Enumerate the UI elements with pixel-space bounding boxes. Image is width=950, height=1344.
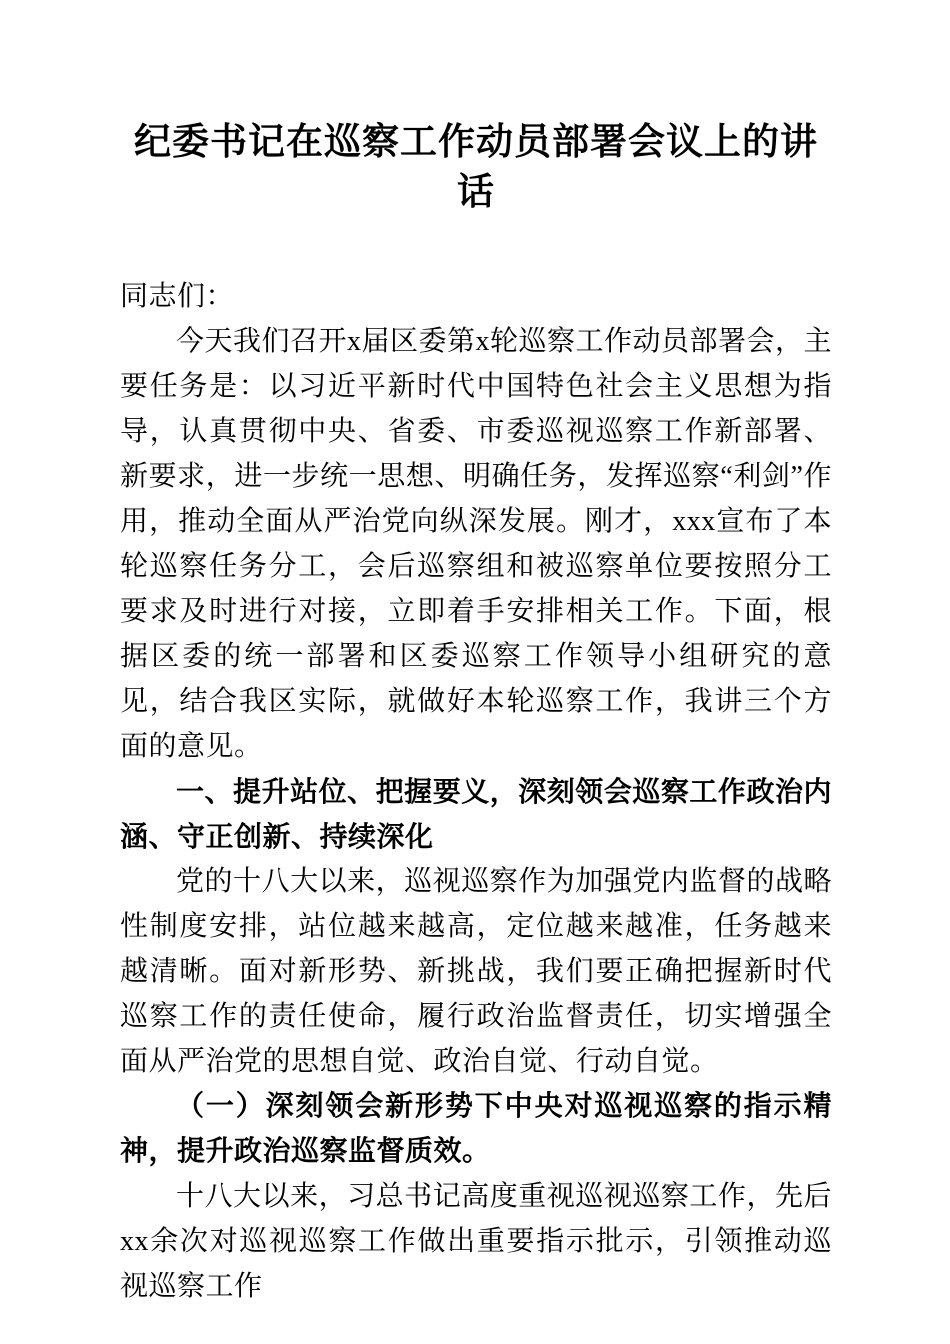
paragraph: 党的十八大以来，巡视巡察作为加强党内监督的战略性制度安排，站位越来越高，定位越来越准，任务越来越清晰。面对新形势、新挑战，我们要正确把握新时代巡察工作的责任使命，履行政治监督责任，切实增强全面从严治党的思想自觉、政治自觉、行动自觉。 bbox=[120, 865, 832, 1077]
paragraph: 十八大以来，习总书记高度重视巡视巡察工作，先后xx余次对巡视巡察工作做出重要指示批示，引领推动巡视巡察工作 bbox=[120, 1180, 832, 1302]
paragraph: 今天我们召开x届区委第x轮巡察工作动员部署会，主要任务是：以习近平新时代中国特色社会主义思想为指导，认真贯彻中央、省委、市委巡视巡察工作新部署、新要求，进一步统一思想、明确任务，发挥巡察“利剑”作用，推动全面从严治党向纵深发展。刚才，xxx宣布了本轮巡察任务分工，会后巡察组和被巡察单位要按照分工要求及时进行对接，立即着手安排相关工作。下面，根据区委的统一部署和区委巡察工作领导小组研究的意见，结合我区实际，就做好本轮巡察工作，我讲三个方面的意见。 bbox=[120, 325, 833, 762]
document-title: 纪委书记在巡察工作动员部署会议上的讲话 bbox=[134, 122, 818, 213]
salutation: 同志们： bbox=[120, 280, 235, 312]
document-body bbox=[120, 274, 832, 1309]
section-heading: 一、提升站位、把握要义，深刻领会巡察工作政治内涵、守正创新、持续深化 bbox=[120, 775, 832, 852]
subsection-heading: （一）深刻领会新形势下中央对巡视巡察的指示精神，提升政治巡察监督质效。 bbox=[120, 1090, 832, 1167]
